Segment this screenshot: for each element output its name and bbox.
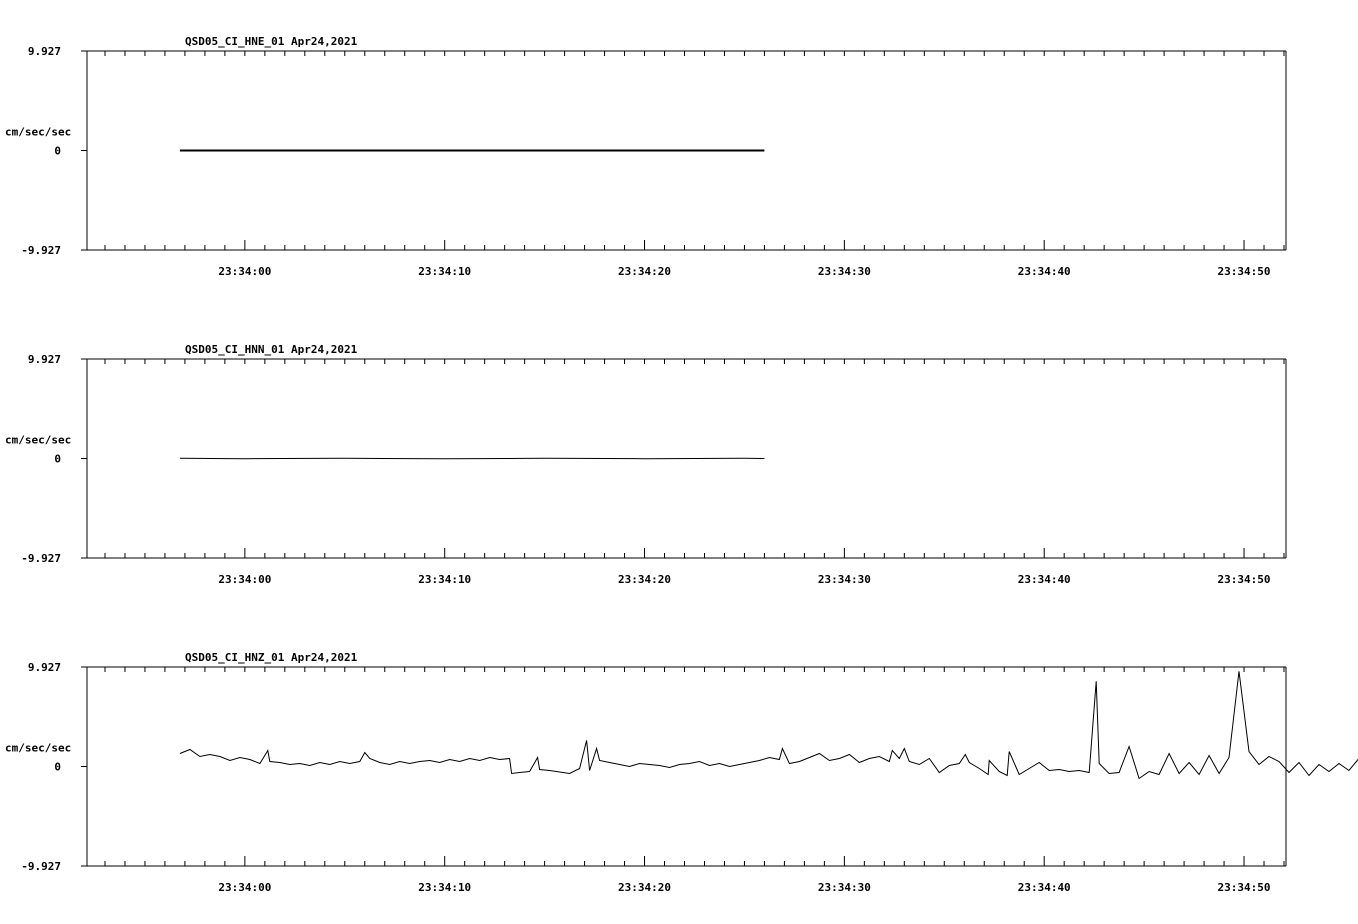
x-tick-label: 23:34:40 [1017,573,1071,586]
x-tick-label: 23:34:40 [1017,881,1071,894]
x-tick-label: 23:34:40 [1017,265,1071,278]
chart-title: QSD05_CI_HNN_01 Apr24,2021 [185,343,358,356]
x-tick-label: 23:34:30 [817,881,871,894]
y-tick-label-min: -9.927 [21,552,61,565]
y-tick-label-min: -9.927 [21,244,61,257]
y-axis-label: cm/sec/sec [5,433,72,447]
x-tick-label: 23:34:20 [618,881,672,894]
y-tick-label-zero: 0 [54,452,61,466]
y-tick-label-max: 9.927 [27,661,61,674]
y-tick-label-zero: 0 [54,760,61,774]
y-tick-label-max: 9.927 [27,353,61,366]
x-tick-label: 23:34:00 [218,881,272,894]
x-tick-label: 23:34:00 [218,573,272,586]
x-tick-label: 23:34:30 [817,573,871,586]
y-tick-label-min: -9.927 [21,860,61,873]
y-axis-label: cm/sec/sec [5,741,72,755]
x-tick-label: 23:34:00 [218,265,272,278]
x-tick-label: 23:34:10 [418,573,472,586]
series-trace [180,671,1358,778]
x-tick-label: 23:34:50 [1217,881,1271,894]
x-tick-label: 23:34:20 [618,573,672,586]
x-tick-label: 23:34:20 [618,265,672,278]
y-tick-label-max: 9.927 [27,45,61,58]
x-tick-label: 23:34:50 [1217,265,1271,278]
x-tick-label: 23:34:50 [1217,573,1271,586]
chart-title: QSD05_CI_HNZ_01 Apr24,2021 [185,651,358,664]
x-tick-label: 23:34:30 [817,265,871,278]
x-tick-label: 23:34:10 [418,265,472,278]
y-tick-label-zero: 0 [54,144,61,158]
chart-title: QSD05_CI_HNE_01 Apr24,2021 [185,35,358,48]
y-axis-label: cm/sec/sec [5,125,72,139]
x-tick-label: 23:34:10 [418,881,472,894]
